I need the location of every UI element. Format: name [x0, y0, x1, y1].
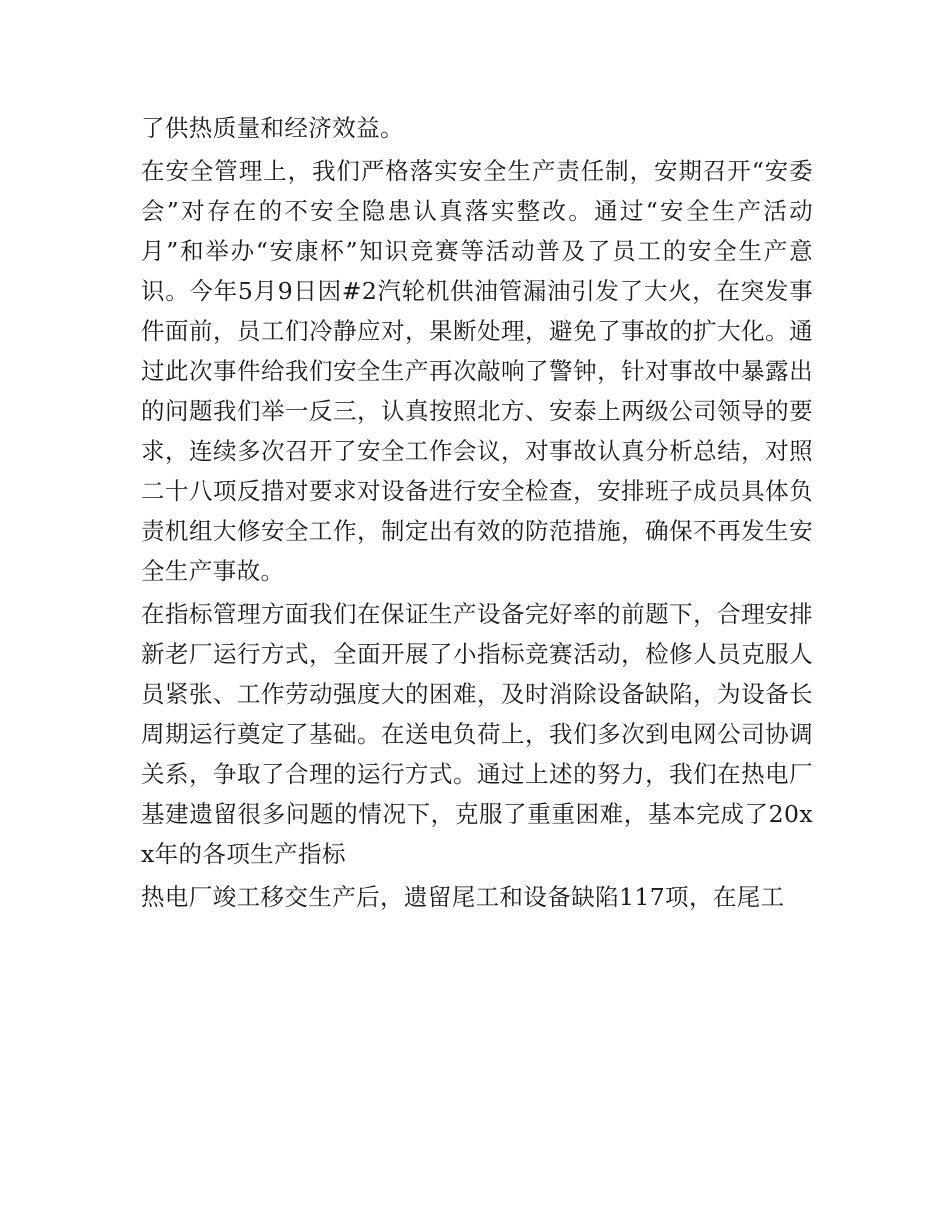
paragraph-1: 了供热质量和经济效益。	[141, 114, 404, 142]
paragraph-2-safety-management: 在安全管理上，我们严格落实安全生产责任制，安期召开“安委会”对存在的不安全隐患认真落实整改。通过“安全生产活动月”和举办“安康杯”知识竞赛等活动普及了员工的安全生产意识。今年5月9日因#2汽轮机供油管漏油引发了大火，在突发事件面前，员工们冷静应对，果断处理，避免了事故的扩大化。通过此次事件给我们安全生产再次敲响了警钟，针对事故中暴露出的问题我们举一反三，认真按照北方、安泰上两级公司领导的要求，连续多次召开了安全工作会议，对事故认真分析总结，对照二十八项反措对要求对设备进行安全检查，安排班子成员具体负责机组大修安全工作，制定出有效的防范措施，确保不再发生安全生产事故。	[141, 157, 813, 585]
paragraph-4-handover: 热电厂竣工移交生产后，遗留尾工和设备缺陷117项，在尾工	[141, 883, 785, 911]
document-body	[141, 108, 813, 917]
paragraph-3-indicator-management: 在指标管理方面我们在保证生产设备完好率的前题下，合理安排新老厂运行方式，全面开展了小指标竞赛活动，检修人员克服人员紧张、工作劳动强度大的困难，及时消除设备缺陷，为设备长周期运行奠定了基础。在送电负荷上，我们多次到电网公司协调关系，争取了合理的运行方式。通过上述的努力，我们在热电厂基建遗留很多问题的情况下，克服了重重困难，基本完成了20xx年的各项生产指标	[141, 600, 813, 868]
